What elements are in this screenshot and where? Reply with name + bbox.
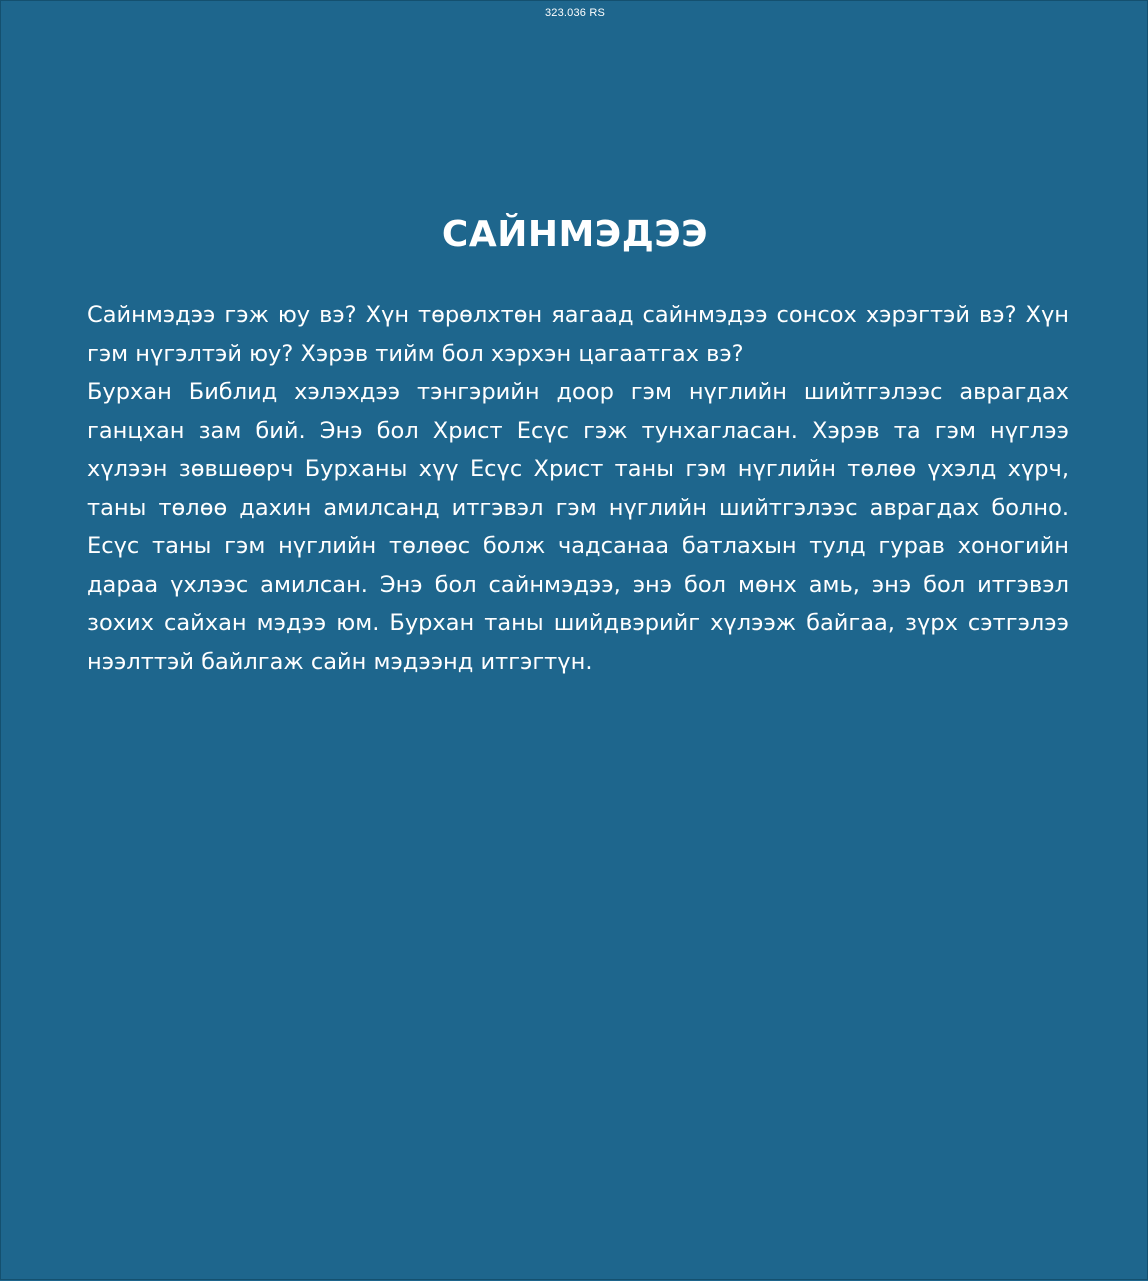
page [1, 1, 1148, 1281]
page-title: САЙНМЭДЭЭ [441, 214, 709, 255]
body-text [87, 296, 1069, 681]
main-paragraph: Бурхан Библид хэлэхдээ тэнгэрийн доор гэм нүглийн шийтгэлээс аврагдах ганцхан зам бий. Энэ бол Христ Есүс гэж тунхагласан. Хэрэв та гэм нүглээ хүлээн зөвшөөрч Бурханы хүү Есүс Христ таны гэм нүглийн төлөө үхэлд хүрч, таны төлөө дахин амилсанд итгэвэл гэм нүглийн шийтгэлээс аврагдах болно. Есүс таны гэм нүглийн төлөөс болж чадсанаа батлахын тулд гурав хоногийн дараа үхлээс амилсан. Энэ бол сайнмэдээ, энэ бол мөнх амь, энэ бол итгэвэл зохих сайхан мэдээ юм. Бурхан таны шийдвэрийг хүлээж байгаа, зүрх сэтгэлээ нээлттэй байлгаж сайн мэдээнд итгэгтүн. [87, 379, 1069, 675]
intro-paragraph: Сайнмэдээ гэж юу вэ? Хүн төрөлхтөн яагаад сайнмэдээ сонсох хэрэгтэй вэ? Хүн гэм нүгэлтэй юу? Хэрэв тийм бол хэрхэн цагаатгах вэ? [87, 302, 1069, 367]
page-reference-code: 323.036 RS [544, 7, 606, 19]
